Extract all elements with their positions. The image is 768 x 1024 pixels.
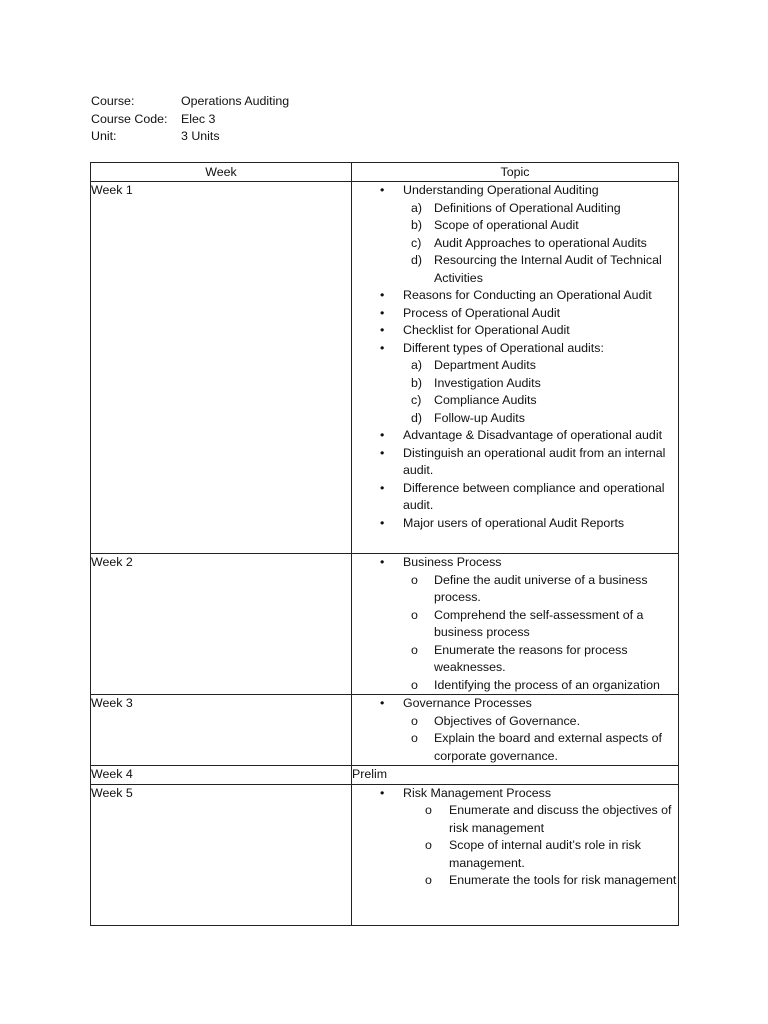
topic-item [352, 515, 678, 533]
subtopic-text: Objectives of Governance. [434, 713, 581, 728]
topic-item [352, 554, 678, 694]
topic-text: Major users of operational Audit Reports [403, 515, 625, 530]
subtopic-item [403, 837, 678, 872]
subtopic-item [403, 802, 678, 837]
topic-text: Distinguish an operational audit from an internal audit. [403, 445, 666, 477]
topic-cell [352, 695, 679, 766]
topic-list [352, 695, 678, 765]
alpha-marker: a) [411, 358, 423, 372]
subtopic-item [403, 217, 678, 235]
alpha-marker: c) [411, 393, 422, 407]
header-row [91, 163, 679, 182]
circle-bullet-icon: o [411, 642, 418, 657]
subtopic-item [403, 872, 678, 890]
circle-bullet-icon: o [411, 607, 418, 622]
topic-cell [352, 554, 679, 695]
subtopic-item [403, 713, 678, 731]
table-row [91, 766, 679, 785]
course-code-row [91, 111, 289, 129]
subtopic-text: Definitions of Operational Auditing [434, 200, 621, 215]
topic-text: Understanding Operational Auditing [403, 183, 599, 197]
topic-text: Business Process [403, 555, 502, 569]
bullet-icon: • [380, 305, 385, 320]
week-cell: Week 1 [91, 182, 352, 554]
topic-item [352, 287, 678, 305]
bullet-icon: • [380, 696, 385, 710]
subtopic-text: Compliance Audits [434, 393, 537, 407]
subtopic-text: Comprehend the self-assessment of a business process [434, 607, 644, 639]
course-value: Operations Auditing [181, 94, 290, 108]
week-cell: Week 3 [91, 695, 352, 766]
subtopic-text: Investigation Audits [434, 375, 541, 390]
subtopic-text: Department Audits [434, 358, 536, 372]
subtopic-item [403, 392, 678, 410]
bullet-icon: • [380, 428, 385, 442]
week-cell: Week 4 [91, 766, 352, 785]
circle-bullet-icon: o [425, 838, 432, 852]
subtopic-text: Explain the board and external aspects of corporate governance. [434, 731, 662, 763]
alpha-marker: a) [411, 200, 423, 215]
topic-item [352, 305, 678, 323]
table-row [91, 554, 679, 695]
topic-text: Difference between compliance and operational audit. [403, 480, 665, 512]
topic-item [352, 427, 678, 445]
topic-text: Risk Management Process [403, 785, 552, 800]
circle-bullet-icon: o [425, 803, 432, 817]
subtopic-list [403, 357, 678, 427]
topic-text: Different types of Operational audits: [403, 340, 604, 355]
unit-value: 3 Units [181, 129, 220, 143]
subtopic-item [403, 642, 678, 677]
topic-item [352, 340, 678, 428]
circle-bullet-icon: o [425, 873, 432, 887]
unit-label: Unit: [91, 129, 117, 143]
course-row [91, 93, 289, 111]
circle-bullet-icon: o [411, 572, 418, 587]
bullet-icon: • [380, 183, 385, 197]
exam-cell: Prelim [352, 766, 679, 785]
topic-text: Governance Processes [403, 696, 532, 710]
syllabus-table [90, 162, 679, 926]
bullet-icon: • [380, 340, 385, 355]
subtopic-text: Define the audit universe of a business process. [434, 572, 648, 604]
table-row [91, 182, 679, 554]
subtopic-item [403, 572, 678, 607]
subtopic-text: Follow-up Audits [434, 410, 525, 425]
topic-column-header: Topic [352, 163, 679, 182]
bullet-icon: • [380, 515, 385, 530]
bullet-icon: • [380, 323, 385, 337]
subtopic-text: Audit Approaches to operational Audits [434, 235, 647, 250]
subtopic-list [403, 713, 678, 766]
bullet-icon: • [380, 480, 385, 495]
course-code-value: Elec 3 [181, 111, 216, 126]
subtopic-item [403, 410, 678, 428]
topic-text: Advantage & Disadvantage of operational audit [403, 428, 663, 442]
course-code-label: Course Code: [91, 111, 168, 126]
subtopic-item [403, 677, 678, 695]
subtopic-text: Enumerate the tools for risk management [449, 873, 677, 887]
week-cell: Week 2 [91, 554, 352, 695]
table-row [91, 784, 679, 925]
circle-bullet-icon: o [411, 713, 418, 728]
bullet-icon: • [380, 785, 385, 800]
alpha-marker: d) [411, 253, 423, 267]
topic-list [352, 785, 678, 890]
topic-cell [352, 182, 679, 554]
topic-item [352, 322, 678, 340]
topic-text: Checklist for Operational Audit [403, 323, 570, 337]
subtopic-text: Scope of internal audit’s role in risk management. [449, 838, 641, 870]
topic-item [352, 480, 678, 515]
subtopic-text: Scope of operational Audit [434, 218, 579, 232]
subtopic-item [403, 607, 678, 642]
subtopic-list [403, 572, 678, 695]
subtopic-text: Identifying the process of an organization [434, 677, 660, 692]
subtopic-text: Enumerate and discuss the objectives of risk management [449, 803, 672, 835]
subtopic-list [403, 802, 678, 890]
alpha-marker: d) [411, 410, 423, 425]
subtopic-item [403, 235, 678, 253]
bullet-icon: • [380, 288, 385, 302]
subtopic-item [403, 730, 678, 765]
alpha-marker: c) [411, 235, 422, 250]
bullet-icon: • [380, 445, 385, 460]
circle-bullet-icon: o [411, 731, 418, 745]
week-cell: Week 5 [91, 784, 352, 925]
topic-item [352, 182, 678, 287]
subtopic-item [403, 375, 678, 393]
alpha-marker: b) [411, 218, 423, 232]
circle-bullet-icon: o [411, 677, 418, 692]
table-row [91, 695, 679, 766]
topic-cell [352, 784, 679, 925]
week-column-header: Week [91, 163, 352, 182]
topic-item [352, 785, 678, 890]
subtopic-text: Resourcing the Internal Audit of Technical Activities [434, 253, 662, 285]
course-info [91, 93, 289, 146]
topic-item [352, 445, 678, 480]
subtopic-item [403, 200, 678, 218]
subtopic-list [403, 200, 678, 288]
topic-item [352, 695, 678, 765]
topic-text: Process of Operational Audit [403, 305, 561, 320]
unit-row [91, 128, 289, 146]
course-label: Course: [91, 94, 135, 108]
subtopic-text: Enumerate the reasons for process weaknesses. [434, 642, 628, 674]
topic-list [352, 554, 678, 694]
alpha-marker: b) [411, 375, 423, 390]
bullet-icon: • [380, 555, 385, 569]
topic-list [352, 182, 678, 532]
topic-text: Reasons for Conducting an Operational Audit [403, 288, 652, 302]
subtopic-item [403, 357, 678, 375]
subtopic-item [403, 252, 678, 287]
